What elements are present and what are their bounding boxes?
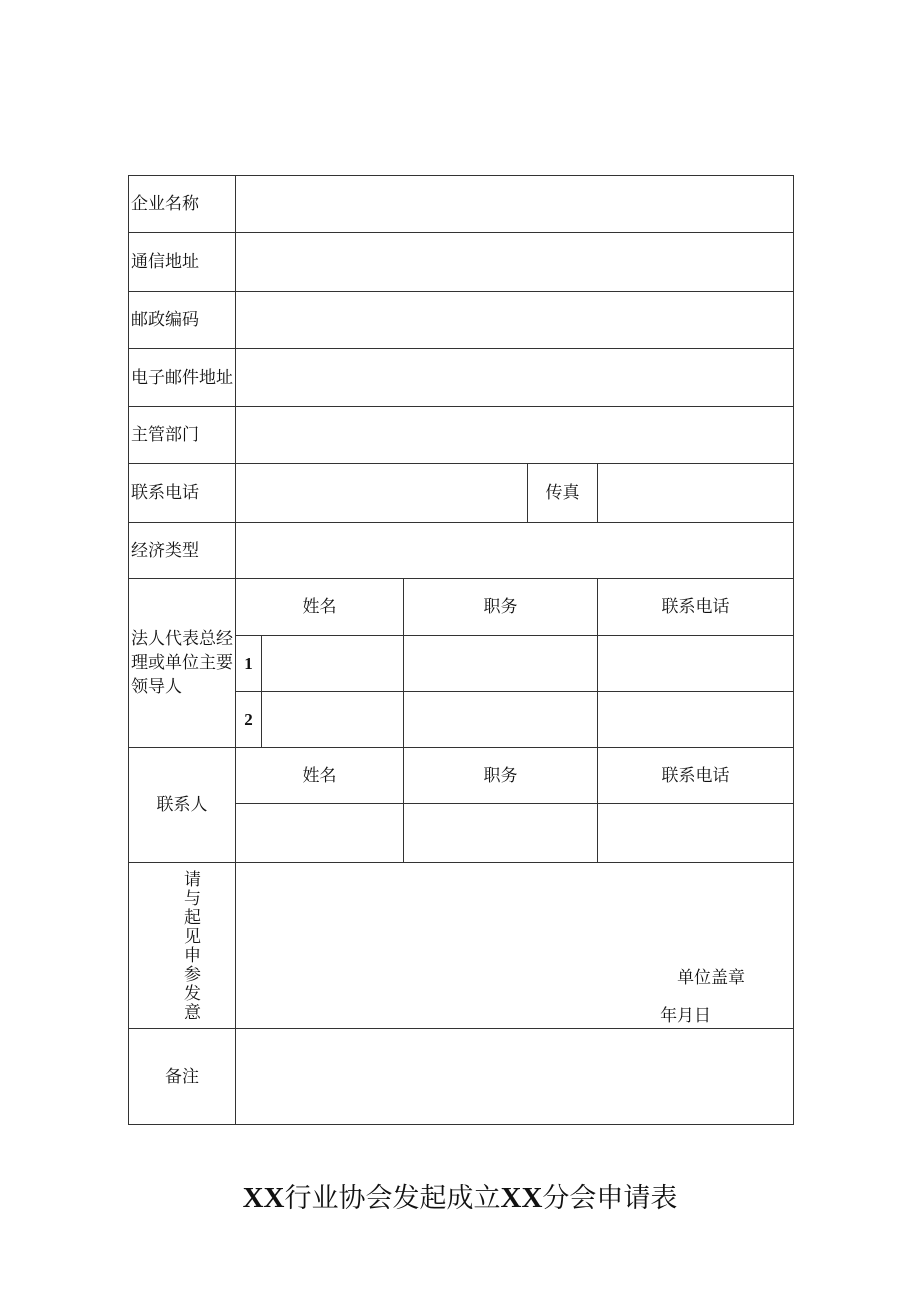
legal-rep-name-field[interactable] — [262, 636, 404, 692]
opinion-label-cell — [129, 863, 236, 1029]
postal-code-field[interactable] — [236, 292, 794, 349]
remarks-row — [129, 1029, 794, 1125]
legal-rep-row-number: 1 — [236, 636, 262, 692]
title-mid: XX — [500, 1182, 543, 1214]
legal-rep-header-row — [129, 579, 794, 636]
opinion-label: 请与起见申参发意 — [184, 870, 201, 1023]
title-part2: 分会申请表 — [542, 1183, 678, 1214]
legal-rep-header-phone: 联系电话 — [598, 579, 794, 636]
row-email — [129, 349, 794, 407]
contact-header-row — [129, 748, 794, 804]
legal-rep-phone-field[interactable] — [598, 636, 794, 692]
legal-rep-row-number: 2 — [236, 692, 262, 748]
email-label: 电子邮件地址 — [129, 349, 236, 407]
economy-type-field[interactable] — [236, 523, 794, 579]
company-name-field[interactable] — [236, 176, 794, 233]
date-text: 年月日 — [660, 1006, 712, 1026]
contact-header-phone: 联系电话 — [598, 748, 794, 804]
contact-phone-field[interactable] — [598, 804, 794, 863]
legal-rep-position-field[interactable] — [404, 636, 598, 692]
phone-field[interactable] — [236, 464, 528, 523]
contact-position-field[interactable] — [404, 804, 598, 863]
legal-rep-label: 法人代表总经理或单位主要领导人 — [129, 579, 236, 748]
row-economy-type — [129, 523, 794, 579]
document-title — [0, 1176, 920, 1215]
contact-label: 联系人 — [129, 748, 236, 863]
contact-header-name: 姓名 — [236, 748, 404, 804]
row-address — [129, 233, 794, 292]
opinion-row — [129, 863, 794, 1029]
row-company-name — [129, 176, 794, 233]
address-label: 通信地址 — [129, 233, 236, 292]
title-prefix: XX — [242, 1182, 285, 1214]
row-postal-code — [129, 292, 794, 349]
contact-header-position: 职务 — [404, 748, 598, 804]
remarks-label: 备注 — [129, 1029, 236, 1125]
legal-rep-name-field[interactable] — [262, 692, 404, 748]
email-field[interactable] — [236, 349, 794, 407]
contact-name-field[interactable] — [236, 804, 404, 863]
row-department — [129, 407, 794, 464]
legal-rep-header-position: 职务 — [404, 579, 598, 636]
legal-rep-phone-field[interactable] — [598, 692, 794, 748]
company-name-label: 企业名称 — [129, 176, 236, 233]
application-form-table — [128, 175, 794, 1125]
unit-stamp-text: 单位盖章 — [677, 968, 746, 988]
fax-field[interactable] — [598, 464, 794, 523]
legal-rep-position-field[interactable] — [404, 692, 598, 748]
row-phone-fax — [129, 464, 794, 523]
remarks-field[interactable] — [236, 1029, 794, 1125]
postal-code-label: 邮政编码 — [129, 292, 236, 349]
opinion-field[interactable] — [236, 863, 794, 1029]
department-field[interactable] — [236, 407, 794, 464]
address-field[interactable] — [236, 233, 794, 292]
fax-label: 传真 — [528, 464, 598, 523]
economy-type-label: 经济类型 — [129, 523, 236, 579]
title-part1: 行业协会发起成立 — [284, 1183, 501, 1214]
legal-rep-header-name: 姓名 — [236, 579, 404, 636]
phone-label: 联系电话 — [129, 464, 236, 523]
department-label: 主管部门 — [129, 407, 236, 464]
